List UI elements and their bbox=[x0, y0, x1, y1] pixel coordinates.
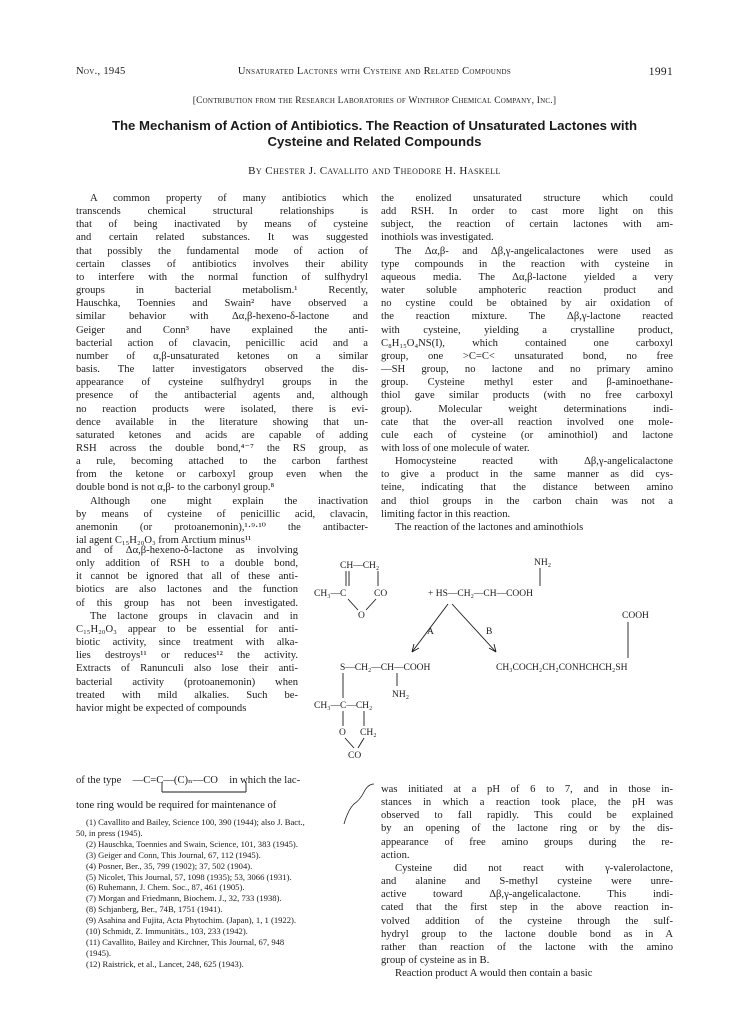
type-line-before: of the type bbox=[76, 775, 122, 786]
right-column-line: add RSH. In order to cast more light on this bbox=[381, 206, 673, 218]
right-column-line: C₈H₁₅O₄NS(I), which contained one carboxyl bbox=[381, 337, 673, 349]
left-column-wrapped-line: biotics are also lactones and the function bbox=[76, 584, 298, 596]
ring-left: CH₃—C—CH₂ bbox=[314, 701, 373, 711]
footnote: (3) Geiger and Conn, This Journal, 67, 112 (1945). bbox=[86, 849, 261, 860]
left-column-line: transcends chemical structural relationships is bbox=[76, 206, 368, 218]
type-formula-bracket bbox=[128, 770, 258, 794]
product-a: S—CH₂—CH—COOH bbox=[340, 663, 431, 673]
right-column-line: cate that the over-all reaction involved one mole- bbox=[381, 416, 673, 428]
left-column-line: a rule, becoming attached to the carbon farthest bbox=[76, 456, 368, 468]
left-column-wrapped-line: lies destroys¹¹ or reduces¹² the activity. bbox=[76, 650, 298, 662]
left-column-line: ial agent C₁₅H₂₀O₃ from Arctium minus¹¹ bbox=[76, 535, 252, 547]
byline: By Chester J. Cavallito and Theodore H. Haskell bbox=[248, 165, 501, 177]
tone-ring-line: tone ring would be required for maintenance of bbox=[76, 800, 277, 811]
left-column-wrapped-line: only addition of RSH to a double bond, bbox=[76, 558, 298, 570]
title-line-1: The Mechanism of Action of Antibiotics. The Reaction of Unsaturated Lactones with bbox=[111, 118, 638, 133]
footnote: (12) Raistrick, et al., Lancet, 248, 625 (1943). bbox=[86, 958, 244, 969]
left-column-line: double bond is not α,β- to the carbonyl group.⁸ bbox=[76, 482, 275, 494]
footnote: (6) Ruhemann, J. Chem. Soc., 87, 461 (1905). bbox=[86, 882, 245, 893]
ring-bond-o-left bbox=[348, 599, 358, 610]
ring-bond-co-left bbox=[345, 738, 354, 748]
left-column-line: groups in bacterial metabolism.¹ Recently, bbox=[76, 285, 368, 297]
right-column-line: to give a product in the same manner as did cys- bbox=[381, 469, 673, 481]
right-column-line: Homocysteine reacted with Δβ,γ-angelicalactone bbox=[395, 456, 673, 468]
left-column-wrapped-line: C₁₅H₂₀O₃ appear to be essential for anti- bbox=[76, 623, 298, 635]
footnote: (4) Posner, Ber., 35, 799 (1902); 37, 502 (1904). bbox=[86, 860, 253, 871]
footnote: (5) Nicolet, This Journal, 57, 1098 (1935); 53, 3066 (1931). bbox=[86, 871, 292, 882]
left-column bbox=[76, 192, 368, 547]
right-column-line: with cysteine, yielding a crystalline product, bbox=[381, 324, 673, 336]
lactone-top: CH—CH₂ bbox=[340, 561, 380, 571]
right-column-line: no cystine could be obtained by air oxidation of bbox=[381, 298, 673, 310]
left-column-line: dence available in the literature showing that un- bbox=[76, 416, 368, 428]
contribution-line: [Contribution from the Research Laboratories of Winthrop Chemical Company, Inc.] bbox=[192, 96, 557, 106]
right-column-line: and thiol groups in the carbon chain was not a bbox=[381, 495, 673, 507]
left-column-line: number of α,β-unsaturated ketones on a similar bbox=[76, 350, 368, 362]
left-column-line: appearance of cysteine sulfhydryl groups in the bbox=[76, 377, 368, 389]
left-column-line: that possibly the fundamental mode of action of bbox=[76, 245, 368, 257]
left-column-line: from the ketone or carboxyl group even when the bbox=[76, 469, 368, 481]
right-column-lower-line: observed to fall rapidly. This could be explained bbox=[381, 810, 673, 822]
footnote: (2) Hauschka, Toennies and Swain, Science, 101, 383 (1945). bbox=[86, 838, 298, 849]
left-column-wrapped bbox=[76, 544, 298, 715]
left-column-line: similar behavior with Δα,β-hexeno-δ-lactone and bbox=[76, 311, 368, 323]
title-line-2: Cysteine and Related Compounds bbox=[267, 134, 482, 149]
left-column-wrapped-line: bacterial activity (protoanemonin) when bbox=[76, 676, 298, 688]
right-column-line: group. Cysteine methyl ester and β-aminoethane- bbox=[381, 377, 673, 389]
right-column-line: teine, indicating that the distance between amino bbox=[381, 482, 673, 494]
right-column-lower-line: and alanine and S-methyl cysteine were unre- bbox=[381, 876, 673, 888]
ring-bond-o-right bbox=[366, 599, 376, 610]
right-column-line: cule each of cysteine (or aminothiol) and lactone bbox=[381, 429, 673, 441]
footnote: (1) Cavallito and Bailey, Science 100, 390 (1944); also J. Bact., bbox=[86, 817, 305, 827]
ring-o: O bbox=[339, 728, 346, 738]
product-a-nh2: NH₂ bbox=[392, 690, 410, 700]
footnote: 50, in press (1945). bbox=[76, 827, 143, 838]
right-column-lower-line: hydryl group to the lactone double bond as in A bbox=[381, 928, 673, 940]
ring-co: CO bbox=[348, 751, 362, 761]
type-formula: —C=C—(C)ₙ—CO bbox=[132, 775, 218, 786]
right-column-line: the enolized unsaturated structure which could bbox=[381, 193, 673, 204]
right-column-lower-line: rather than reaction of the lactone with the amino bbox=[381, 941, 673, 953]
left-column-line: to interfere with the normal function of sulfhydryl bbox=[76, 271, 368, 283]
right-column-lower-line: Cysteine did not react with γ-valerolactone, bbox=[395, 862, 673, 874]
lactone-ch3: CH₃—C bbox=[314, 589, 347, 599]
footnotes bbox=[76, 817, 358, 970]
product-b: CH₃COCH₂CH₂CONHCHCH₂SH bbox=[496, 663, 628, 673]
right-column-line: subject, the reaction of certain lactones with am- bbox=[381, 219, 673, 231]
left-column-line: bacterial action of clavacin, penicillic acid and a bbox=[76, 337, 368, 349]
product-b-cooh: COOH bbox=[622, 611, 649, 621]
footnote: (1945). bbox=[86, 947, 112, 958]
right-column-line: water soluble amphoteric reaction product and bbox=[381, 285, 673, 297]
ring-ch2: CH₂ bbox=[360, 728, 377, 738]
right-column-line: The Δα,β- and Δβ,γ-angelicalactones were used as bbox=[395, 245, 673, 257]
right-column-line: limiting factor in this reaction. bbox=[381, 508, 511, 520]
left-column-line: presence of the antibacterial agents and, although bbox=[76, 390, 368, 402]
right-column-line: with loss of one molecule of water. bbox=[381, 442, 530, 454]
right-column-lower-line: cated that the first step in the above reaction in- bbox=[381, 902, 673, 914]
lactone-co: CO bbox=[374, 589, 388, 599]
right-column-line: The reaction of the lactones and aminothiols bbox=[395, 521, 584, 533]
reagent-nh2: NH₂ bbox=[534, 558, 552, 568]
left-column-wrapped-line: and of Δα,β-hexeno-δ-lactone as involving bbox=[76, 545, 298, 556]
reaction-scheme bbox=[300, 548, 673, 778]
footnote: (10) Schmidt, Z. Immunitäts., 103, 233 (1942). bbox=[86, 926, 248, 937]
left-column-line: no reaction products were isolated, there is evi- bbox=[76, 403, 368, 415]
right-column-lower-line: group of cysteine as in B. bbox=[381, 955, 490, 967]
left-column-line: A common property of many antibiotics which bbox=[90, 193, 368, 204]
left-column-line: anemonin (or protoanemonin),¹·⁹·¹⁰ the antibacter- bbox=[76, 521, 368, 533]
left-column-line: Although one might explain the inactivation bbox=[90, 495, 368, 507]
left-column-line: Hauschka, Toennies and Swain² have observed a bbox=[76, 298, 368, 310]
left-column-line: and certain related substances. It was suggested bbox=[76, 232, 368, 244]
right-column-lower-line: was initiated at a pH of 6 to 7, and in those in- bbox=[381, 784, 673, 795]
type-line-after: in which the lac- bbox=[229, 775, 301, 786]
right-column-line: type compounds in the reaction with cysteine in bbox=[381, 258, 673, 270]
right-column-lower-line: by an opening of the lactone ring or by the dis- bbox=[381, 823, 673, 835]
left-column-wrapped-line: it cannot be ignored that all of these anti- bbox=[76, 571, 298, 583]
left-column-line: Geiger and Conn³ have explained the anti- bbox=[76, 324, 368, 336]
right-column-lower-line: stances in which a reaction took place, the pH was bbox=[381, 797, 673, 809]
label-a: A bbox=[427, 627, 434, 637]
left-column-wrapped-line: havior might be expected of compounds bbox=[76, 702, 247, 714]
ring-bond-co-right bbox=[358, 738, 364, 748]
right-column-line: aqueous media. The Δα,β-lactone yielded a very bbox=[381, 271, 673, 283]
left-column-line: by means of cysteine of penicillic acid, clavacin, bbox=[76, 508, 368, 520]
column-connector bbox=[340, 780, 382, 828]
left-column-line: certain classes of antibiotics involves their ability bbox=[76, 258, 368, 270]
left-column-line: RSH across the double bond,⁴⁻⁷ the RS group, as bbox=[76, 442, 368, 454]
right-column-lower-line: action. bbox=[381, 849, 410, 861]
left-column-wrapped-line: treated with mild alkalies. Such be- bbox=[76, 689, 298, 701]
left-column-wrapped-line: of this group has not been investigated. bbox=[76, 597, 298, 609]
right-column-lower bbox=[381, 783, 673, 980]
left-column-wrapped-line: Extracts of Ranunculi also lose their anti- bbox=[76, 663, 298, 675]
footnote: (7) Morgan and Friedmann, Biochem. J., 32, 733 (1938). bbox=[86, 893, 282, 904]
right-column-lower-line: Reaction product A would then contain a basic bbox=[395, 968, 593, 980]
left-column-line: that of being inactivated by means of cysteine bbox=[76, 219, 368, 231]
running-head bbox=[76, 66, 673, 80]
footnote: (11) Cavallito, Bailey and Kirchner, This Journal, 67, 948 bbox=[86, 936, 285, 947]
right-column-line: thiol gave similar products (with no free carboxyl bbox=[381, 390, 673, 402]
right-column bbox=[381, 192, 673, 534]
issue-date: Nov., 1945 bbox=[76, 66, 126, 77]
running-title: Unsaturated Lactones with Cysteine and Related Compounds bbox=[237, 66, 512, 77]
left-column-wrapped-line: biotic activity, since treatment with alka- bbox=[76, 637, 298, 649]
reagent: + HS—CH₂—CH—COOH bbox=[428, 589, 534, 599]
right-column-line: —SH group, no lactone and no primary amino bbox=[381, 364, 673, 376]
page-number: 1991 bbox=[648, 66, 673, 78]
article-title bbox=[76, 118, 673, 150]
right-column-line: group, one >C=C< unsaturated bond, no free bbox=[381, 350, 673, 362]
left-column-wrapped-line: The lactone groups in clavacin and in bbox=[90, 610, 298, 622]
footnote: (8) Schjanberg, Ber., 74B, 1751 (1941). bbox=[86, 904, 223, 915]
right-column-lower-line: volved addition of the cysteine through the sulf- bbox=[381, 915, 673, 927]
right-column-lower-line: active toward Δβ,γ-angelicalactone. This indi- bbox=[381, 889, 673, 901]
right-column-line: inothiols was investigated. bbox=[381, 232, 494, 244]
right-column-lower-line: appearance of free amino groups during the re- bbox=[381, 836, 673, 848]
right-column-line: group). Molecular weight determinations indi- bbox=[381, 403, 673, 415]
connector-curve bbox=[344, 784, 374, 824]
label-b: B bbox=[486, 627, 493, 637]
footnote: (9) Asahina and Fujita, Acta Phytochim. (Japan), 1, 1 (1922). bbox=[86, 915, 297, 926]
left-column-line: saturated ketones and acids are capable of adding bbox=[76, 429, 368, 441]
left-column-line: basis. The latter investigators observed the dis- bbox=[76, 364, 368, 376]
right-column-line: the reaction mixture. The Δβ,γ-lactone reacted bbox=[381, 311, 673, 323]
lactone-o: O bbox=[358, 611, 365, 621]
